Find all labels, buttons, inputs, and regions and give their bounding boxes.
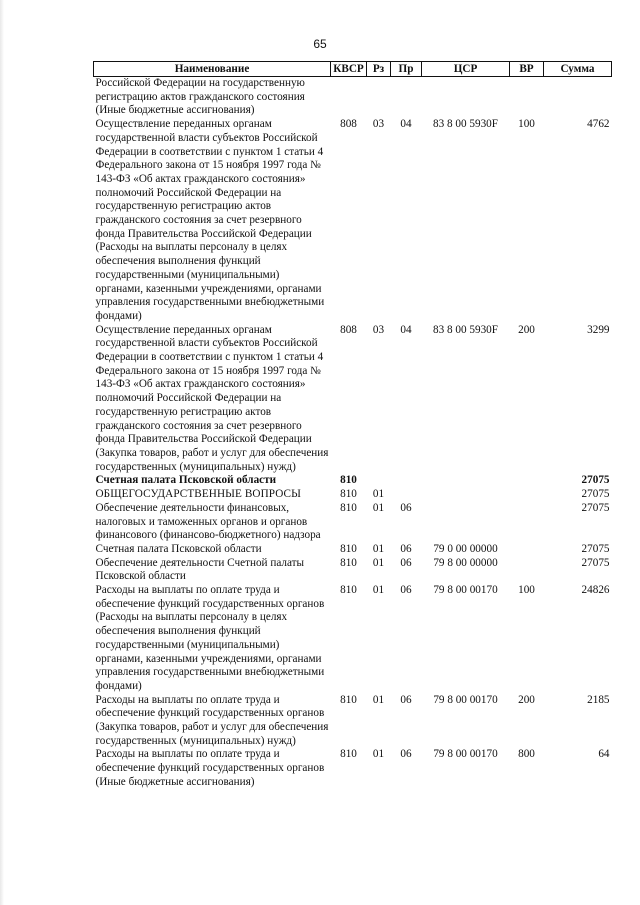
- table-row: [94, 694, 612, 749]
- table-body: [94, 77, 612, 790]
- cell-name: Расходы на выплаты по оплате труда и обеспечение функций государственных органов (Закупка товаров, работ и услуг для обеспечения государственных (муниципальных) нужд): [95, 693, 329, 747]
- cell-csr: [422, 502, 510, 543]
- cell-rz: 01: [372, 556, 385, 569]
- table-row: [94, 488, 612, 502]
- cell-kvsr: 810: [340, 556, 357, 569]
- scan-edge-shadow: [0, 0, 4, 905]
- budget-table: [93, 61, 612, 790]
- header-csr: ЦСР: [422, 62, 510, 77]
- header-kvsr: КВСР: [331, 62, 367, 77]
- table-row: [94, 543, 612, 557]
- cell-csr: 79 0 00 00000: [433, 542, 498, 555]
- cell-csr: [422, 488, 510, 502]
- page-number: 65: [313, 37, 327, 51]
- cell-name: Осуществление переданных органам государственной власти субъектов Российской Федерации в соответствии с пунктом 1 статьи 4 Федерального закона от 15 ноября 1997 года № 143-ФЗ «Об актах гражданского состояния» полномочий Российской Федерации на государственную регистрацию актов гражданского состояния за счет резервного фонда Правительства Российской Федерации (Расходы на выплаты персоналу в целях обеспечения выполнения функций государственными (муниципальными) органами, казенными учреждениями, органами управления государственными внебюджетными фондами): [95, 118, 325, 322]
- table-row: [94, 118, 612, 324]
- table-row: [94, 502, 612, 543]
- header-sum: Сумма: [544, 62, 612, 77]
- cell-kvsr: [331, 77, 367, 119]
- cell-sum: 27075: [581, 474, 610, 487]
- cell-sum: [544, 77, 612, 119]
- cell-name: Расходы на выплаты по оплате труда и обеспечение функций государственных органов (Расходы на выплаты персоналу в целях обеспечения выполнения функций государственными (муниципальными) органами, казенными учреждениями, органами управления государственными внебюджетными фондами): [95, 584, 325, 692]
- cell-name: Счетная палата Псковской области: [95, 474, 277, 487]
- cell-sum: 3299: [587, 323, 610, 336]
- cell-kvsr: 810: [340, 474, 357, 487]
- cell-csr: [422, 474, 510, 488]
- cell-kvsr: 810: [340, 748, 357, 761]
- cell-pr: 06: [400, 501, 412, 514]
- cell-pr: [391, 474, 422, 488]
- cell-pr: 06: [400, 693, 412, 706]
- cell-name: Обеспечение деятельности Счетной палаты Псковской области: [95, 556, 305, 583]
- cell-vr: [510, 543, 544, 557]
- cell-csr: 79 8 00 00170: [433, 748, 498, 761]
- table-row: [94, 474, 612, 488]
- cell-pr: 06: [400, 584, 412, 597]
- cell-vr: 100: [518, 118, 535, 131]
- cell-name: Российской Федерации на государственную регистрацию актов гражданского состояния (Иные бюджетные ассигнования): [95, 77, 305, 117]
- cell-pr: 04: [400, 118, 412, 131]
- cell-csr: 79 8 00 00170: [433, 584, 498, 597]
- cell-rz: [367, 77, 391, 119]
- cell-vr: [510, 474, 544, 488]
- cell-rz: 01: [372, 501, 385, 514]
- cell-vr: [510, 77, 544, 119]
- cell-rz: [367, 474, 391, 488]
- header-name: Наименование: [94, 62, 331, 77]
- cell-rz: 01: [372, 748, 385, 761]
- header-pr: Пр: [391, 62, 422, 77]
- cell-pr: 06: [400, 556, 412, 569]
- cell-vr: [510, 502, 544, 543]
- cell-name: Расходы на выплаты по оплате труда и обеспечение функций государственных органов (Иные бюджетные ассигнования): [95, 748, 325, 788]
- cell-vr: 100: [518, 584, 535, 597]
- cell-pr: [391, 488, 422, 502]
- cell-sum: 27075: [581, 542, 610, 555]
- cell-sum: 27075: [581, 556, 610, 569]
- cell-kvsr: 808: [340, 323, 357, 336]
- cell-csr: 83 8 00 5930F: [433, 118, 498, 131]
- cell-kvsr: 810: [340, 488, 357, 501]
- cell-sum: 64: [598, 748, 610, 761]
- cell-sum: 27075: [581, 488, 610, 501]
- cell-kvsr: 808: [340, 118, 357, 131]
- cell-rz: 01: [372, 584, 385, 597]
- table-header-row: [94, 62, 612, 77]
- table-row: [94, 584, 612, 694]
- cell-vr: 200: [518, 323, 535, 336]
- cell-vr: 800: [518, 748, 535, 761]
- cell-vr: [510, 557, 544, 584]
- cell-kvsr: 810: [340, 501, 357, 514]
- cell-pr: 06: [400, 542, 412, 555]
- cell-pr: 04: [400, 323, 412, 336]
- cell-kvsr: 810: [340, 693, 357, 706]
- cell-rz: 01: [372, 488, 385, 501]
- cell-pr: [391, 77, 422, 119]
- cell-rz: 01: [372, 693, 385, 706]
- header-rz: Рз: [367, 62, 391, 77]
- cell-csr: [422, 77, 510, 119]
- cell-rz: 01: [372, 542, 385, 555]
- table-row: [94, 324, 612, 475]
- cell-kvsr: 810: [340, 542, 357, 555]
- cell-name: Осуществление переданных органам государственной власти субъектов Российской Федерации в соответствии с пунктом 1 статьи 4 Федерального закона от 15 ноября 1997 года № 143-ФЗ «Об актах гражданского состояния» полномочий Российской Федерации на государственную регистрацию актов гражданского состояния за счет резервного фонда Правительства Российской Федерации (Закупка товаров, работ и услуг для обеспечения государственных (муниципальных) нужд): [95, 323, 329, 473]
- table-row: [94, 77, 612, 119]
- cell-csr: 79 8 00 00000: [433, 556, 498, 569]
- cell-pr: 06: [400, 748, 412, 761]
- cell-rz: 03: [372, 323, 385, 336]
- cell-sum: 27075: [581, 501, 610, 514]
- table-row: [94, 748, 612, 789]
- cell-csr: 79 8 00 00170: [433, 693, 498, 706]
- cell-name: Счетная палата Псковской области: [95, 542, 262, 555]
- cell-sum: 24826: [581, 584, 610, 597]
- cell-rz: 03: [372, 118, 385, 131]
- header-vr: ВР: [510, 62, 544, 77]
- cell-csr: 83 8 00 5930F: [433, 323, 498, 336]
- cell-name: ОБЩЕГОСУДАРСТВЕННЫЕ ВОПРОСЫ: [95, 488, 301, 501]
- cell-sum: 4762: [587, 118, 610, 131]
- cell-name: Обеспечение деятельности финансовых, налоговых и таможенных органов и органов финансового (финансово-бюджетного) надзора: [95, 501, 321, 542]
- table-row: [94, 557, 612, 584]
- cell-sum: 2185: [587, 693, 610, 706]
- cell-kvsr: 810: [340, 584, 357, 597]
- cell-vr: 200: [518, 693, 535, 706]
- cell-vr: [510, 488, 544, 502]
